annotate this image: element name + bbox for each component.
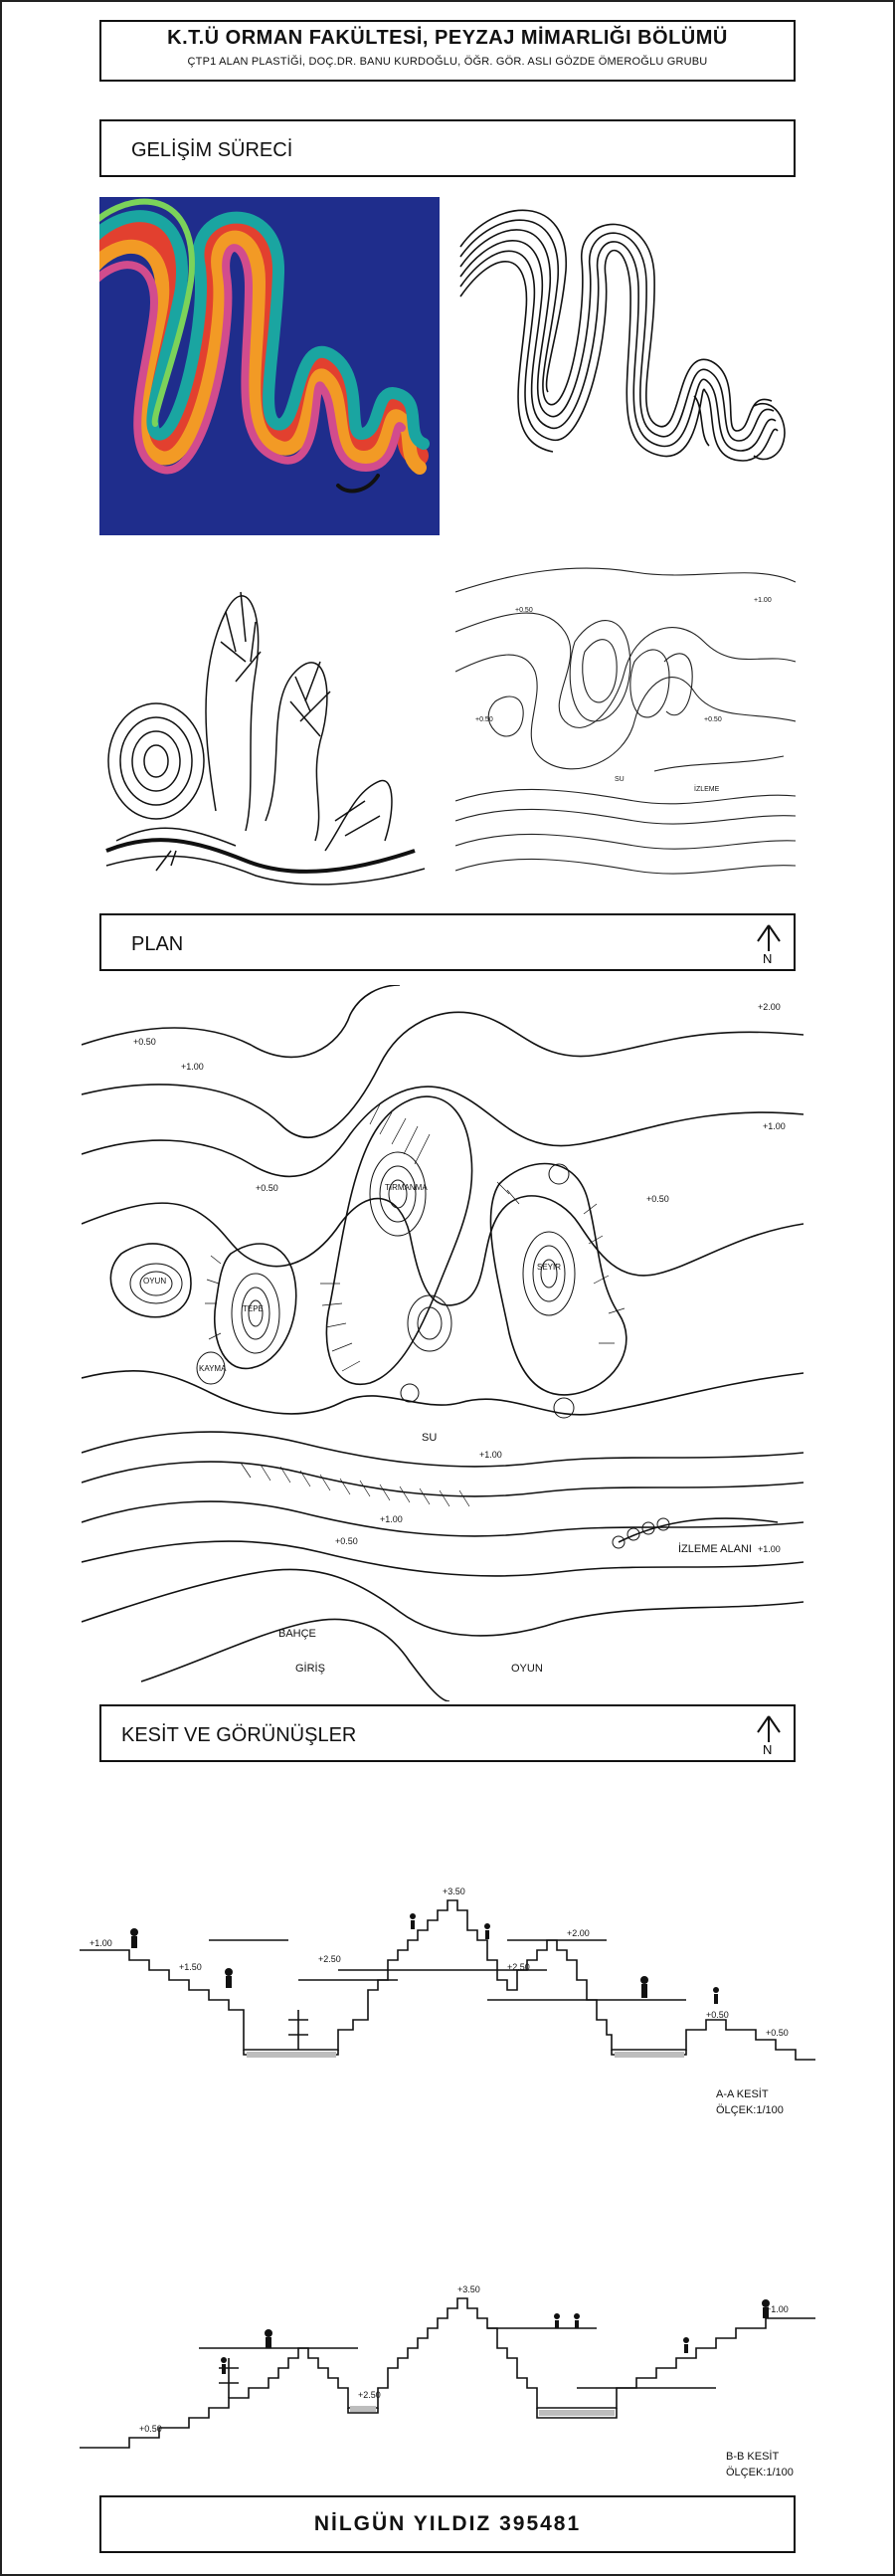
svg-text:SU: SU <box>422 1432 438 1444</box>
svg-text:N: N <box>763 951 773 965</box>
section-header-plan <box>99 913 796 971</box>
svg-text:A-A KESİT: A-A KESİT <box>716 2088 769 2100</box>
svg-text:+1.00: +1.00 <box>754 597 772 604</box>
svg-text:+1.00: +1.00 <box>766 2304 789 2314</box>
svg-text:+2.00: +2.00 <box>758 1002 781 1012</box>
svg-text:+3.50: +3.50 <box>443 1886 465 1896</box>
svg-text:+0.50: +0.50 <box>139 2424 162 2434</box>
section-header-sections <box>99 1704 796 1762</box>
svg-text:+1.50: +1.50 <box>179 1962 202 1972</box>
page-title: K.T.Ü ORMAN FAKÜLTESİ, PEYZAJ MİMARLIĞI BÖLÜMÜ <box>167 27 728 49</box>
svg-text:+0.50: +0.50 <box>706 2010 729 2020</box>
svg-text:B-B KESİT: B-B KESİT <box>726 2451 780 2463</box>
svg-text:İZLEME: İZLEME <box>694 786 720 793</box>
svg-text:+0.50: +0.50 <box>133 1037 156 1047</box>
section-header-development <box>99 119 796 177</box>
svg-text:OYUN: OYUN <box>143 1277 167 1286</box>
svg-text:SEYİR: SEYİR <box>537 1263 562 1272</box>
svg-text:+1.00: +1.00 <box>763 1121 786 1131</box>
svg-text:+1.00: +1.00 <box>479 1450 502 1460</box>
section-b-drawing <box>80 2249 835 2487</box>
svg-text:ÖLÇEK:1/100: ÖLÇEK:1/100 <box>716 2104 784 2116</box>
svg-text:+3.50: +3.50 <box>457 2284 480 2294</box>
svg-text:+1.00: +1.00 <box>758 1544 781 1554</box>
svg-text:ÖLÇEK:1/100: ÖLÇEK:1/100 <box>726 2467 794 2478</box>
section-label-plan: PLAN <box>131 933 184 955</box>
svg-text:+2.50: +2.50 <box>507 1962 530 1972</box>
svg-text:+2.00: +2.00 <box>567 1928 590 1938</box>
north-arrow-icon <box>752 921 786 965</box>
svg-text:+2.50: +2.50 <box>358 2390 381 2400</box>
svg-text:+0.50: +0.50 <box>256 1183 278 1193</box>
svg-text:BAHÇE: BAHÇE <box>278 1628 316 1640</box>
svg-text:GİRİŞ: GİRİŞ <box>295 1663 325 1675</box>
section-a-drawing <box>70 1881 825 2129</box>
north-arrow-icon <box>752 1712 786 1756</box>
svg-text:OYUN: OYUN <box>511 1663 543 1675</box>
swirl-color-image <box>99 197 440 535</box>
svg-text:+0.50: +0.50 <box>515 607 533 614</box>
svg-text:KAYMA: KAYMA <box>199 1364 227 1373</box>
svg-text:+0.50: +0.50 <box>766 2028 789 2038</box>
header-box <box>99 20 796 82</box>
svg-text:+0.50: +0.50 <box>475 716 493 723</box>
page-subtitle: ÇTP1 ALAN PLASTİĞİ, DOÇ.DR. BANU KURDOĞLU, ÖĞR. GÖR. ASLI GÖZDE ÖMEROĞLU GRUBU <box>187 56 708 68</box>
svg-text:+1.00: +1.00 <box>181 1062 204 1072</box>
svg-text:+1.00: +1.00 <box>90 1938 112 1948</box>
section-label-development: GELİŞİM SÜRECİ <box>131 139 293 161</box>
svg-text:+0.50: +0.50 <box>704 716 722 723</box>
svg-text:TIRMANMA: TIRMANMA <box>385 1183 428 1192</box>
svg-text:N: N <box>763 1742 773 1756</box>
svg-text:+0.50: +0.50 <box>335 1536 358 1546</box>
svg-text:+2.50: +2.50 <box>318 1954 341 1964</box>
contour-sketch <box>455 552 796 895</box>
svg-text:TEPE: TEPE <box>243 1304 264 1313</box>
site-plan-drawing <box>82 985 804 1701</box>
svg-text:+1.00: +1.00 <box>380 1514 403 1524</box>
svg-text:+0.50: +0.50 <box>646 1194 669 1204</box>
svg-text:İZLEME ALANI: İZLEME ALANI <box>678 1543 752 1555</box>
swirl-line-drawing <box>455 197 796 495</box>
svg-text:SU: SU <box>615 776 625 783</box>
section-label-sections: KESİT VE GÖRÜNÜŞLER <box>121 1724 357 1746</box>
author-name: NİLGÜN YILDIZ 395481 <box>313 2512 582 2535</box>
concept-sketch <box>96 552 448 895</box>
footer-box <box>99 2495 796 2553</box>
